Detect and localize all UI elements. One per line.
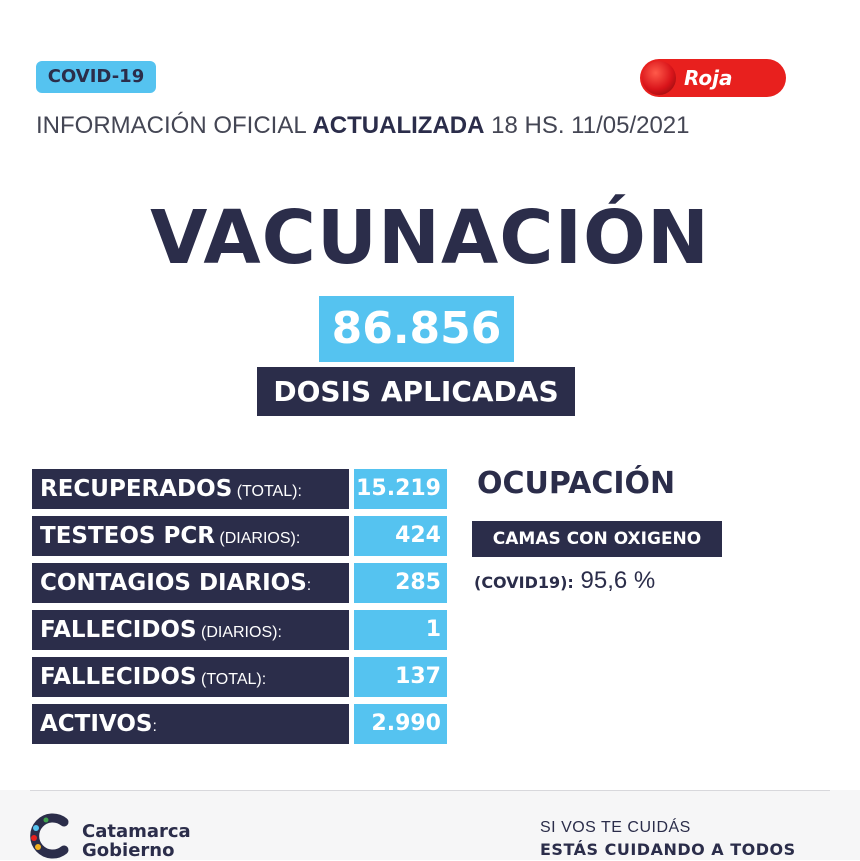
- vaccination-title: VACUNACIÓN: [150, 195, 710, 281]
- stat-label-qualifier: (TOTAL):: [232, 483, 302, 500]
- stat-label-qualifier: (DIARIOS):: [196, 624, 282, 641]
- stat-value-fallecidos-total: 137: [354, 657, 447, 697]
- occupancy-subtitle: CAMAS CON OXIGENO: [472, 521, 722, 557]
- footer-divider: [30, 790, 830, 791]
- stat-label-qualifier: (DIARIOS):: [214, 530, 301, 547]
- alert-level-label: Roja: [684, 66, 733, 90]
- logo-text: [82, 822, 191, 860]
- occupancy-percent: 95,6 %: [573, 567, 656, 594]
- catamarca-c-logo-icon: [26, 812, 74, 860]
- stat-label-recuperados: [32, 469, 349, 509]
- stat-label-fallecidos-total: [32, 657, 349, 697]
- doses-value: 86.856: [319, 296, 514, 362]
- slogan-line-2: ESTÁS CUIDANDO A TODOS: [540, 840, 796, 859]
- covid-tag: COVID-19: [36, 61, 156, 93]
- doses-label: DOSIS APLICADAS: [257, 367, 575, 416]
- info-suffix: 18 HS. 11/05/2021: [484, 112, 690, 139]
- update-info: [36, 108, 690, 144]
- stat-label-fallecidos-diarios: [32, 610, 349, 650]
- stat-label-main: TESTEOS PCR: [40, 523, 215, 549]
- stat-label-contagios: [32, 563, 349, 603]
- stat-value-activos: 2.990: [354, 704, 447, 744]
- stat-label-main: RECUPERADOS: [40, 476, 233, 502]
- stat-value-recuperados: 15.219: [354, 469, 447, 509]
- info-bold: ACTUALIZADA: [312, 112, 485, 139]
- occupancy-value: [474, 565, 655, 599]
- stat-label-qualifier: :: [306, 577, 312, 594]
- stat-label-main: FALLECIDOS: [40, 617, 197, 643]
- stat-value-testeos: 424: [354, 516, 447, 556]
- occupancy-title: OCUPACIÓN: [477, 466, 676, 501]
- red-alert-dot-icon: [642, 61, 676, 95]
- info-prefix: INFORMACIÓN OFICIAL: [36, 112, 313, 139]
- stat-label-main: ACTIVOS: [40, 711, 153, 737]
- stat-label-main: FALLECIDOS: [40, 664, 197, 690]
- slogan-line-1: SI VOS TE CUIDÁS: [540, 819, 691, 836]
- stat-label-qualifier: :: [152, 718, 157, 735]
- stat-label-testeos: [32, 516, 349, 556]
- stat-label-qualifier: (TOTAL):: [196, 671, 267, 688]
- logo-line-2: Gobierno: [82, 840, 175, 861]
- stat-label-main: CONTAGIOS DIARIOS: [40, 570, 307, 596]
- stat-label-activos: [32, 704, 349, 744]
- logo-line-1: Catamarca: [82, 821, 191, 842]
- occupancy-key: (COVID19):: [474, 573, 574, 592]
- stat-value-fallecidos-diarios: 1: [354, 610, 447, 650]
- stat-value-contagios: 285: [354, 563, 447, 603]
- alert-level-badge: [640, 59, 786, 97]
